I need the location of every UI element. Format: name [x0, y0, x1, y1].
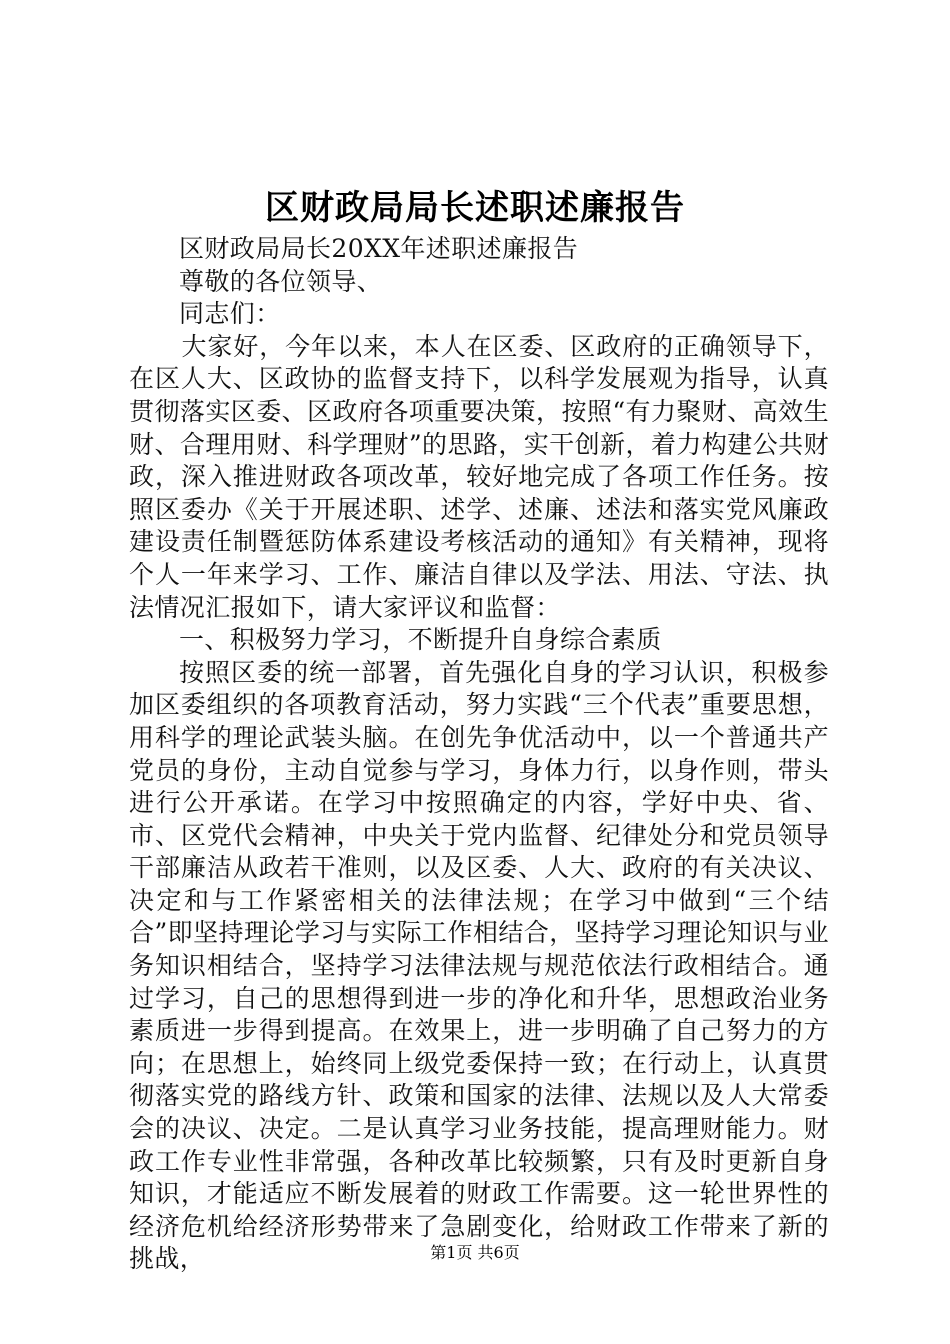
section-heading-1: 一、积极努力学习，不断提升自身综合素质 — [179, 625, 662, 655]
document-title: 区财政局局长述职述廉报告 — [265, 188, 685, 228]
salutation-line-1: 尊敬的各位领导、 — [179, 266, 383, 296]
salutation-line-2: 同志们： — [179, 299, 281, 329]
intro-paragraph: 大家好，今年以来，本人在区委、区政府的正确领导下，在区人大、区政协的监督支持下，以科学发展观为指导，认真贯彻落实区委、区政府各项重要决策，按照“有力聚财、高效生财、合理用财、科学理财”的思路，实干创新，着力构建公共财政，深入推进财政各项改革，较好地完成了各项工作任务。按照区委办《关于开展述职、述学、述廉、述法和落实党风廉政建设责任制暨惩防体系建设考核活动的通知》有关精神，现将个人一年来学习、工作、廉洁自律以及学法、用法、守法、执法情况汇报如下，请大家评议和监督： — [129, 331, 829, 622]
section-1-paragraph: 按照区委的统一部署，首先强化自身的学习认识，积极参加区委组织的各项教育活动，努力实践“三个代表”重要思想，用科学的理论武装头脑。在创先争优活动中，以一个普通共产党员的身份，主动自觉参与学习，身体力行，以身作则，带头进行公开承诺。在学习中按照确定的内容，学好中央、省、市、区党代会精神，中央关于党内监督、纪律处分和党员领导干部廉洁从政若干准则，以及区委、人大、政府的有关决议、决定和与工作紧密相关的法律法规；在学习中做到“三个结合”即坚持理论学习与实际工作相结合，坚持学习理论知识与业务知识相结合，坚持学习法律法规与规范依法行政相结合。通过学习，自己的思想得到进一步的净化和升华，思想政治业务素质进一步得到提高。在效果上，进一步明确了自己努力的方向；在思想上，始终同上级党委保持一致；在行动上，认真贯彻落实党的路线方针、政策和国家的法律、法规以及人大常委会的决议、决定。二是认真学习业务技能，提高理财能力。财政工作专业性非常强，各种改革比较频繁，只有及时更新自身知识，才能适应不断发展着的财政工作需要。这一轮世界性的经济危机给经济形势带来了急剧变化，给财政工作带来了新的挑战， — [129, 657, 829, 1274]
report-subtitle: 区财政局局长20XX年述职述廉报告 — [179, 234, 579, 263]
document-body — [129, 233, 829, 1276]
page-number: 第1页 共6页 — [430, 1243, 520, 1262]
